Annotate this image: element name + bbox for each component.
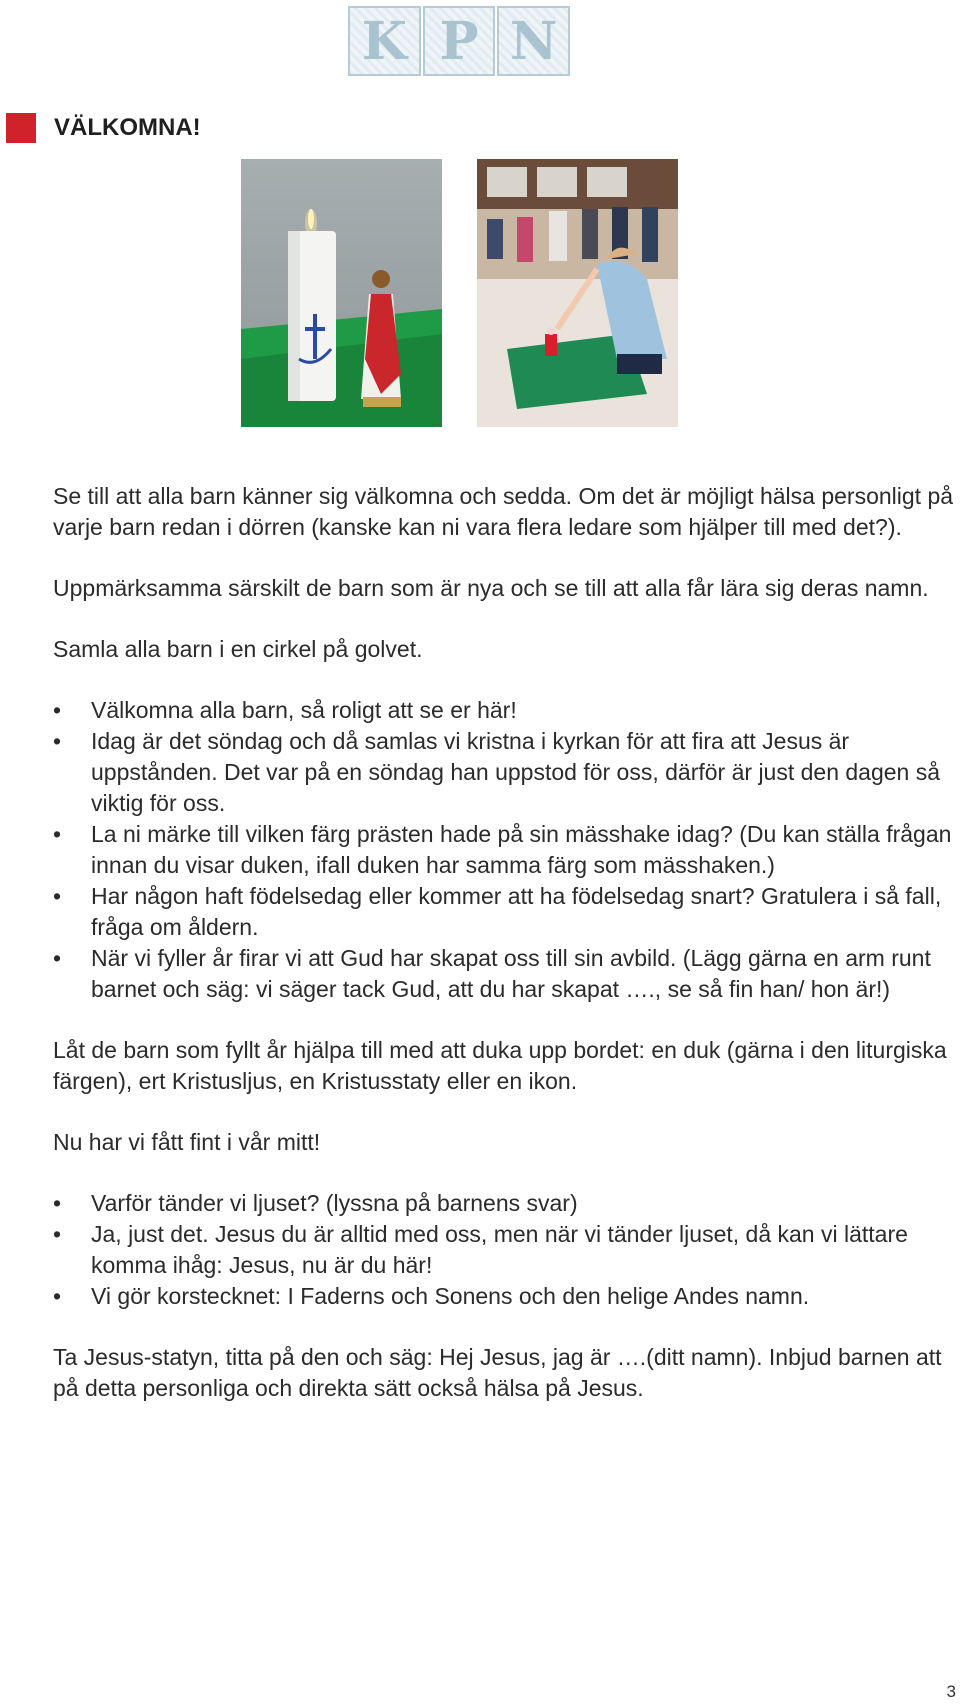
logo-letter-n: N — [497, 6, 570, 76]
children-candle-photo — [477, 159, 678, 427]
list-item: • När vi fyller år firar vi att Gud har skapat oss till sin avbild. (Lägg gärna en arm runt barnet och säg: vi säger tack Gud, att du har skapat …., se så fin han/ hon är!) — [53, 943, 959, 1005]
heading-marker — [6, 113, 36, 143]
heading-text: VÄLKOMNA! — [54, 114, 201, 141]
paragraph-greet-jesus: Ta Jesus-statyn, titta på den och säg: Hej Jesus, jag är ….(ditt namn). Inbjud barnen att på detta personliga och direkta sätt också hälsa på Jesus. — [53, 1344, 942, 1401]
list-item: • Idag är det söndag och då samlas vi kristna i kyrkan för att fira att Jesus är uppstånden. Det var på en söndag han uppstod för oss, därför är just den dagen så viktig för oss. — [53, 726, 959, 819]
section-heading — [6, 112, 201, 144]
candle-statue-photo — [241, 159, 442, 427]
list-item: • Varför tänder vi ljuset? (lyssna på barnens svar) — [53, 1188, 959, 1219]
paragraph-new-children: Uppmärksamma särskilt de barn som är nya och se till att alla får lära sig deras namn. — [53, 575, 929, 601]
bullet-list-candle — [53, 1188, 959, 1312]
paragraph-table-setting: Låt de barn som fyllt år hjälpa till med att duka upp bordet: en duk (gärna i den liturgiska färgen), ert Kristusljus, en Kristusstaty eller en ikon. — [53, 1037, 947, 1094]
paragraph-center: Nu har vi fått fint i vår mitt! — [53, 1129, 321, 1155]
logo-letter-k: K — [348, 6, 421, 76]
article-body — [53, 481, 959, 1404]
list-item: • Har någon haft födelsedag eller kommer att ha födelsedag snart? Gratulera i så fall, fråga om åldern. — [53, 881, 959, 943]
kpn-logo — [348, 6, 570, 76]
list-item: • Välkomna alla barn, så roligt att se er här! — [53, 695, 959, 726]
page-number: 3 — [946, 1682, 956, 1701]
list-item: • Ja, just det. Jesus du är alltid med oss, men när vi tänder ljuset, då kan vi lättare komma ihåg: Jesus, nu är du här! — [53, 1219, 959, 1281]
paragraph-welcome: Se till att alla barn känner sig välkomna och sedda. Om det är möjligt hälsa personligt på varje barn redan i dörren (kanske kan ni vara flera ledare som hjälper till med det?). — [53, 483, 954, 540]
paragraph-circle: Samla alla barn i en cirkel på golvet. — [53, 636, 423, 662]
logo-letter-p: P — [423, 6, 496, 76]
list-item: • La ni märke till vilken färg prästen hade på sin mässhake idag? (Du kan ställa frågan innan du visar duken, ifall duken har samma färg som mässhaken.) — [53, 819, 959, 881]
list-item: • Vi gör korstecknet: I Faderns och Sonens och den helige Andes namn. — [53, 1281, 959, 1312]
bullet-list-welcome — [53, 695, 959, 1005]
